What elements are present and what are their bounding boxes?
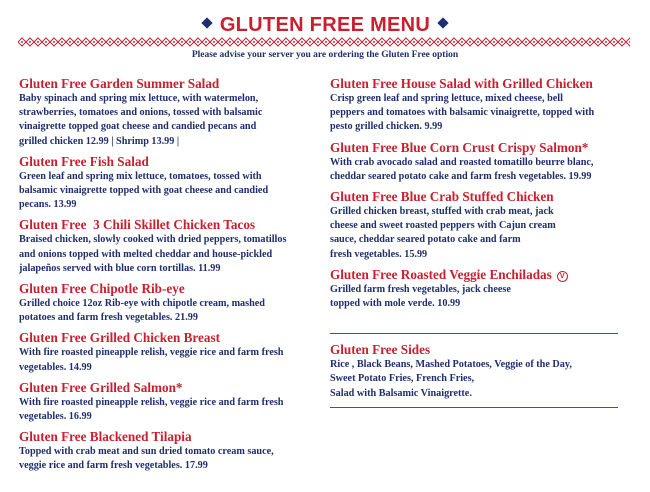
menu-item — [19, 154, 319, 213]
right-column — [330, 76, 630, 408]
menu-item — [330, 267, 630, 311]
item-title: Gluten Free Blue Corn Crust Crispy Salmon* — [330, 139, 589, 155]
item-description — [19, 396, 319, 424]
item-title: Gluten Free Grilled Salmon* — [19, 379, 183, 395]
desc-line: With fire roasted pineapple relish, veggie rice and farm fresh — [19, 396, 284, 408]
item-title: Gluten Free Grilled Chicken Breast — [19, 330, 220, 346]
desc-line: grilled chicken 12.99 | Shrimp 13.99 | — [19, 135, 180, 147]
order-notice: Please advise your server you are ordering the Gluten Free option — [191, 50, 459, 60]
sides-description — [330, 358, 630, 401]
menu-item — [330, 140, 630, 184]
desc-line: sauce, cheddar seared potato cake and farm — [330, 234, 521, 246]
item-description — [19, 170, 319, 213]
menu-item — [19, 330, 319, 374]
desc-line: and onions topped with melted cheddar and house-pickled — [19, 248, 273, 260]
desc-line: vinaigrette topped goat cheese and candied pecans and — [19, 121, 257, 133]
desc-line: Grilled chicken breast, stuffed with crab meat, jack — [330, 206, 554, 218]
item-description — [330, 283, 630, 311]
menu-title: GLUTEN FREE MENU — [219, 14, 431, 36]
sides-section — [330, 342, 630, 401]
item-title: Gluten Free Chipotle Rib-eye — [19, 281, 185, 297]
desc-line: topped with mole verde. 10.99 — [330, 298, 461, 310]
desc-line: jalapeños served with blue corn tortillas. 11.99 — [19, 262, 221, 274]
menu-item — [19, 429, 319, 473]
desc-line: veggie rice and farm fresh vegetables. 17.99 — [19, 460, 208, 472]
item-title: Gluten Free Blackened Tilapia — [19, 429, 192, 445]
desc-line: balsamic vinaigrette topped with goat cheese and candied — [19, 185, 269, 197]
desc-line: fresh vegetables. 15.99 — [330, 248, 428, 260]
desc-line: peppers and tomatoes with balsamic vinaigrette, topped with — [330, 107, 595, 119]
item-description — [19, 297, 319, 325]
menu-item — [19, 281, 319, 325]
desc-line: Green leaf and spring mix lettuce, tomatoes, tossed with — [19, 170, 262, 182]
item-title: Gluten Free 3 Chili Skillet Chicken Tacos — [19, 217, 256, 233]
item-title: Gluten Free Blue Crab Stuffed Chicken — [330, 189, 554, 205]
desc-line: Sweet Potato Fries, French Fries, — [330, 373, 475, 385]
desc-line: Grilled farm fresh vegetables, jack cheese — [330, 283, 511, 295]
item-title: Gluten Free Garden Summer Salad — [19, 76, 220, 91]
divider — [330, 407, 618, 408]
desc-line: potatoes and farm fresh vegetables. 21.99 — [19, 312, 198, 324]
menu-item — [330, 76, 630, 135]
desc-line: vegetables. 14.99 — [19, 361, 92, 373]
desc-line: pecans. 13.99 — [19, 199, 77, 211]
desc-line: Topped with crab meat and sun dried tomato cream sauce, — [19, 446, 274, 458]
diamond-icon — [201, 17, 212, 28]
sides-title: Gluten Free Sides — [330, 342, 431, 358]
decorative-border — [18, 36, 630, 48]
item-description — [330, 205, 630, 262]
desc-line: Baby spinach and spring mix lettuce, with watermelon, — [19, 93, 259, 104]
item-description — [330, 92, 630, 135]
item-title: Gluten Free House Salad with Grilled Chicken — [330, 76, 593, 91]
item-description — [19, 233, 319, 276]
menu-item — [19, 217, 319, 276]
desc-line: vegetables. 16.99 — [19, 411, 92, 423]
desc-line: Crisp green leaf and spring lettuce, mixed cheese, bell — [330, 93, 563, 104]
desc-line: cheese and sweet roasted peppers with Cajun cream — [330, 220, 556, 232]
diamond-icon — [438, 17, 449, 28]
left-column — [19, 76, 319, 479]
desc-line: Grilled choice 12oz Rib-eye with chipotle cream, mashed — [19, 298, 265, 310]
menu-item — [330, 189, 630, 262]
desc-line: With fire roasted pineapple relish, veggie rice and farm fresh — [19, 347, 284, 359]
item-description — [19, 445, 319, 473]
menu-header — [0, 14, 650, 37]
item-description — [19, 346, 319, 374]
item-title-text: Gluten Free Roasted Veggie Enchiladas — [330, 266, 552, 282]
desc-line: Salad with Balsamic Vinaigrette. — [330, 387, 472, 399]
desc-line: With crab avocado salad and roasted tomatillo beurre blanc, — [330, 156, 594, 168]
divider — [330, 333, 618, 334]
item-description — [19, 92, 319, 149]
desc-line: Rice , Black Beans, Mashed Potatoes, Veggie of the Day, — [330, 359, 572, 371]
menu-item — [19, 76, 319, 149]
item-title: Gluten Free Fish Salad — [19, 153, 149, 169]
desc-line: strawberries, tomatoes and onions, tossed with balsamic — [19, 107, 263, 119]
desc-line: pesto grilled chicken. 9.99 — [330, 121, 443, 133]
vegetarian-icon: V — [557, 271, 568, 282]
desc-line: Braised chicken, slowly cooked with dried peppers, tomatillos — [19, 234, 287, 246]
desc-line: cheddar seared potato cake and farm fresh vegetables. 19.99 — [330, 170, 592, 182]
menu-item — [19, 380, 319, 424]
item-description — [330, 156, 630, 184]
item-title — [330, 267, 630, 283]
